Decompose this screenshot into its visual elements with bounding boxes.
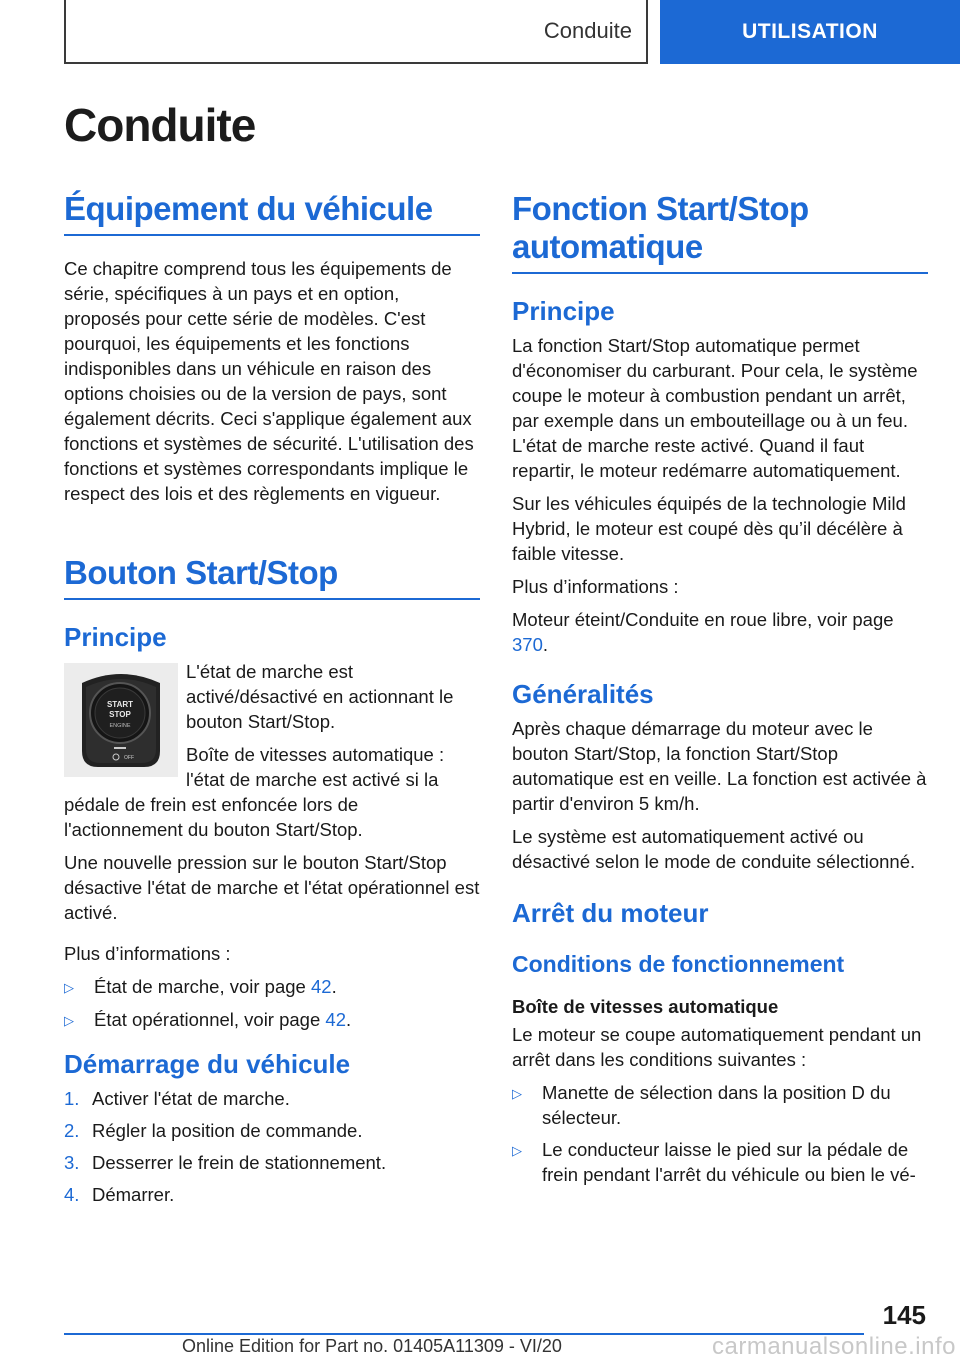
button-label-engine: ENGINE — [109, 722, 131, 729]
principe-more-info: Plus d’informations : — [512, 575, 679, 597]
step-number: 2. — [64, 1119, 80, 1141]
ref-text: État opérationnel, voir page — [94, 1008, 326, 1030]
step-number: 3. — [64, 1151, 80, 1173]
arret-p1: Le moteur se coupe automatiquement pendant un arrêt dans les conditions suivantes : — [512, 1023, 922, 1070]
demarrage-steps — [64, 1086, 480, 1207]
bouton-ref-list — [64, 974, 480, 1033]
watermark: carmanualsonline.info — [712, 1333, 956, 1360]
button-label-stop: STOP — [109, 709, 131, 719]
header-section — [64, 0, 648, 64]
heading-generalites: Généralités — [512, 678, 654, 709]
heading-principe-bouton: Principe — [64, 621, 167, 652]
list-item — [512, 1137, 928, 1187]
heading-fonction-start-stop: Fonction Start/Stop automatique — [512, 190, 928, 274]
button-label-start: START — [106, 699, 134, 709]
left-column — [64, 190, 480, 1214]
step-text: Desserrer le frein de stationnement. — [92, 1151, 387, 1173]
list-item: ▷ État opérationnel, voir page 42. — [64, 1007, 480, 1033]
bouton-p1: L'état de marche est activé/désactivé en actionnant le bouton Start/Stop. — [186, 660, 454, 732]
ref-end: . — [542, 633, 549, 655]
right-column — [512, 190, 928, 1194]
condition-text: Manette de sélection dans la position D du sélecteur. — [542, 1081, 891, 1128]
ref-text: Moteur éteint/Conduite en roue libre, voir page — [512, 608, 894, 630]
triangle-bullet-icon: ▷ — [64, 1012, 74, 1028]
page-link[interactable]: 42 — [325, 1008, 346, 1030]
generalites-p2: Le système est automatiquement activé ou désactivé selon le mode de conduite sélectionné. — [512, 825, 916, 872]
start-stop-button-image — [64, 663, 178, 777]
ref-text: État de marche, voir page — [94, 975, 311, 997]
arret-conditions-list — [512, 1080, 928, 1187]
principe-p2: Sur les véhicules équipés de la technologie Mild Hybrid, le moteur est coupé dès qu’il décélère à faible vitesse. — [512, 492, 906, 564]
heading-boite-auto: Boîte de vitesses automatique — [512, 995, 779, 1017]
button-label-off: OFF — [124, 754, 134, 761]
triangle-bullet-icon: ▷ — [64, 979, 74, 995]
heading-equipement: Équipement du véhicule — [64, 190, 480, 236]
footer-edition: Online Edition for Part no. 01405A11309 - VI/20 — [182, 1336, 562, 1356]
page-title: Conduite — [64, 99, 256, 151]
step-text: Régler la position de commande. — [92, 1119, 363, 1141]
step-text: Activer l'état de marche. — [92, 1087, 290, 1109]
triangle-bullet-icon: ▷ — [512, 1085, 522, 1101]
page-link[interactable]: 42 — [310, 975, 332, 997]
list-item — [64, 1150, 480, 1175]
list-item — [64, 1182, 480, 1207]
list-item — [64, 1086, 480, 1111]
list-item — [64, 1118, 480, 1143]
triangle-bullet-icon: ▷ — [512, 1142, 522, 1158]
page-link[interactable]: 370 — [512, 633, 543, 655]
page-number: 145 — [882, 1300, 926, 1330]
generalites-p1: Après chaque démarrage du moteur avec le bouton Start/Stop, la fonction Start/Stop automatique est en veille. La fonction est activée à partir d'environ 5 km/h. — [512, 717, 927, 814]
heading-bouton-start-stop: Bouton Start/Stop — [64, 554, 480, 600]
equipement-body: Ce chapitre comprend tous les équipements de série, spécifiques à un pays et en option, proposés pour cette série de modèles. C'est pourquoi, les équipements et les fonctions indisponibles dans un véhicule en raison des options choisies ou de la version de pays, sont également décrits. Ceci s'applique également aux fonctions et systèmes de sécurité. L'utilisation des fonctions et systèmes correspondants implique le respect des lois et des règlements en vigueur. — [64, 257, 474, 504]
principe-ref — [512, 607, 928, 657]
header-chapter-tab[interactable] — [660, 0, 960, 64]
heading-arret-moteur: Arrêt du moteur — [512, 897, 709, 928]
list-item: ▷ État de marche, voir page 42. — [64, 974, 480, 1000]
step-number: 1. — [64, 1087, 80, 1109]
bouton-p2: Boîte de vitesses automatique : l'état de marche est activé si la pédale de frein est enfoncée lors de l'actionnement du bouton Start/Stop. — [64, 743, 445, 840]
heading-demarrage: Démarrage du véhicule — [64, 1048, 351, 1079]
step-text: Démarrer. — [92, 1183, 175, 1205]
header-chapter-label: UTILISATION — [742, 20, 878, 43]
bouton-more-info: Plus d’informations : — [64, 942, 231, 964]
header-section-label: Conduite — [543, 18, 632, 43]
bouton-p3: Une nouvelle pression sur le bouton Start/Stop désactive l'état de marche et l'état opérationnel est activé. — [64, 851, 480, 923]
principe-p1: La fonction Start/Stop automatique permet d'économiser du carburant. Pour cela, le système coupe le moteur à combustion pendant un arrêt, par exemple dans un embouteillage ou à un feu. L'état de marche reste activé. Quand il faut repartir, le moteur redémarre automatiquement. — [512, 334, 918, 481]
start-stop-button-icon — [64, 663, 178, 777]
list-item — [512, 1080, 928, 1130]
condition-text: Le conducteur laisse le pied sur la pédale de frein pendant l'arrêt du véhicule ou bien le vé- — [542, 1138, 916, 1185]
heading-conditions: Conditions de fonctionnement — [512, 950, 845, 977]
heading-principe-fonction: Principe — [512, 295, 615, 326]
step-number: 4. — [64, 1183, 80, 1205]
